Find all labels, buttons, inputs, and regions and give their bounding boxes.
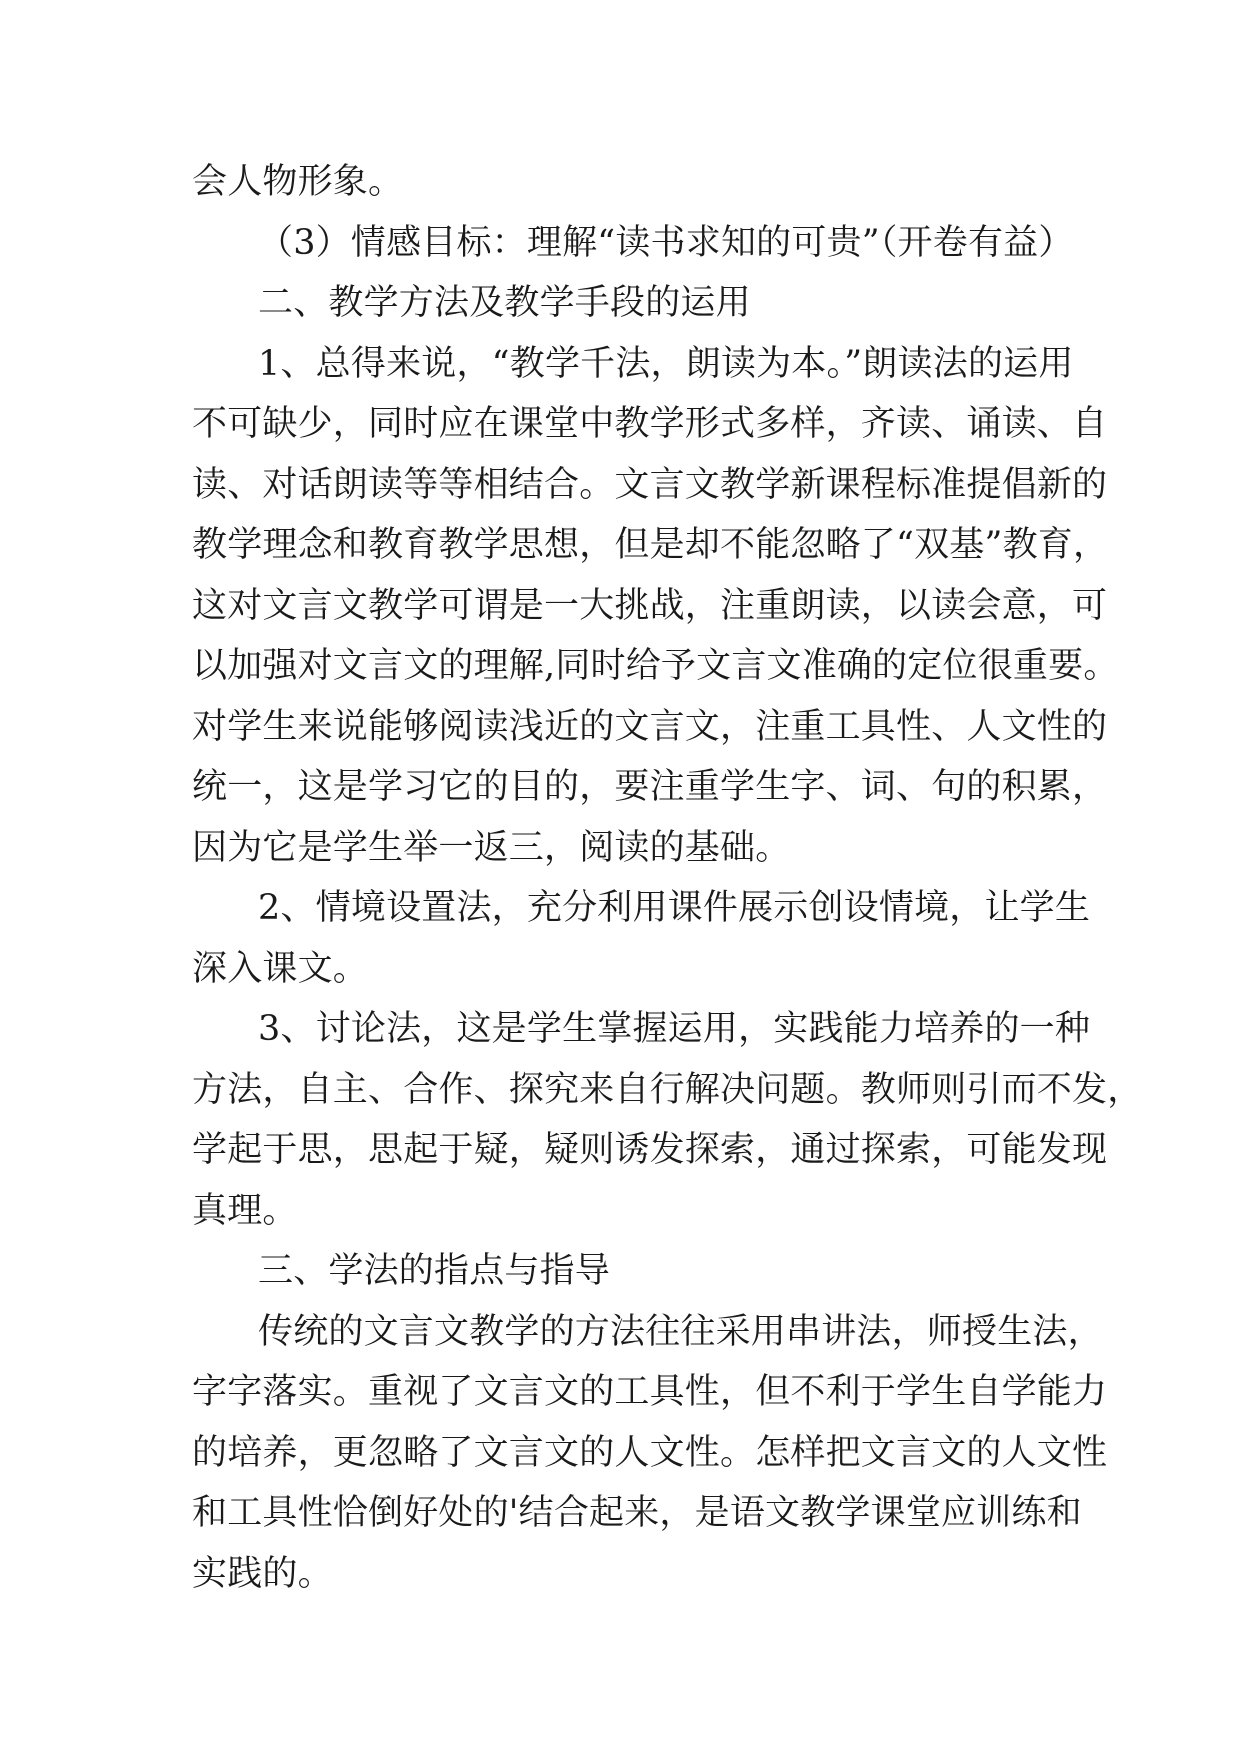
text-line: 和工具性恰倒好处的'结合起来，是语文教学课堂应训练和 [192,1493,1082,1533]
section-heading: 三、学法的指点与指导 [258,1251,611,1291]
text-line: 1、总得来说，“教学千法，朗读为本。”朗读法的运用 [258,343,1074,384]
text-line: 学起于思，思起于疑，疑则诱发探索，通过探索，可能发现 [192,1130,1108,1170]
text-line: 2、情境设置法，充分利用课件展示创设情境，让学生 [258,888,1091,928]
text-line: 不可缺少，同时应在课堂中教学形式多样，齐读、诵读、自 [192,404,1108,444]
text-line: 方法，自主、合作、探究来自行解决问题。教师则引而不发， [192,1069,1143,1110]
text-line: 教学理念和教育教学思想，但是却不能忽略了“双基”教育， [192,525,1109,565]
text-line: 的培养，更忽略了文言文的人文性。怎样把文言文的人文性 [192,1432,1108,1473]
text-line: 字字落实。重视了文言文的工具性，但不利于学生自学能力 [192,1372,1108,1412]
text-line: （3）情感目标：理解“读书求知的可贵”（开卷有益） [258,222,1074,263]
text-line: 以加强对文言文的理解,同时给予文言文准确的定位很重要。 [192,646,1119,686]
text-line: 读、对话朗读等等相结合。文言文教学新课程标准提倡新的 [192,464,1108,505]
text-line: 对学生来说能够阅读浅近的文言文，注重工具性、人文性的 [192,706,1108,747]
document-body [192,152,1143,1604]
text-line: 3、讨论法，这是学生掌握运用，实践能力培养的一种 [258,1009,1091,1049]
text-line: 这对文言文教学可谓是一大挑战，注重朗读，以读会意，可 [192,585,1108,626]
section-heading: 二、教学方法及教学手段的运用 [258,283,751,323]
text-line: 传统的文言文教学的方法往往采用串讲法，师授生法， [258,1311,1103,1352]
text-line: 实践的。 [192,1553,333,1594]
text-line: 真理。 [192,1190,298,1231]
text-line: 因为它是学生举一返三，阅读的基础。 [192,827,791,868]
text-line: 会人物形象。 [192,162,404,202]
text-line: 统一，这是学习它的目的，要注重学生字、词、句的积累， [192,767,1108,807]
text-line: 深入课文。 [192,948,369,989]
